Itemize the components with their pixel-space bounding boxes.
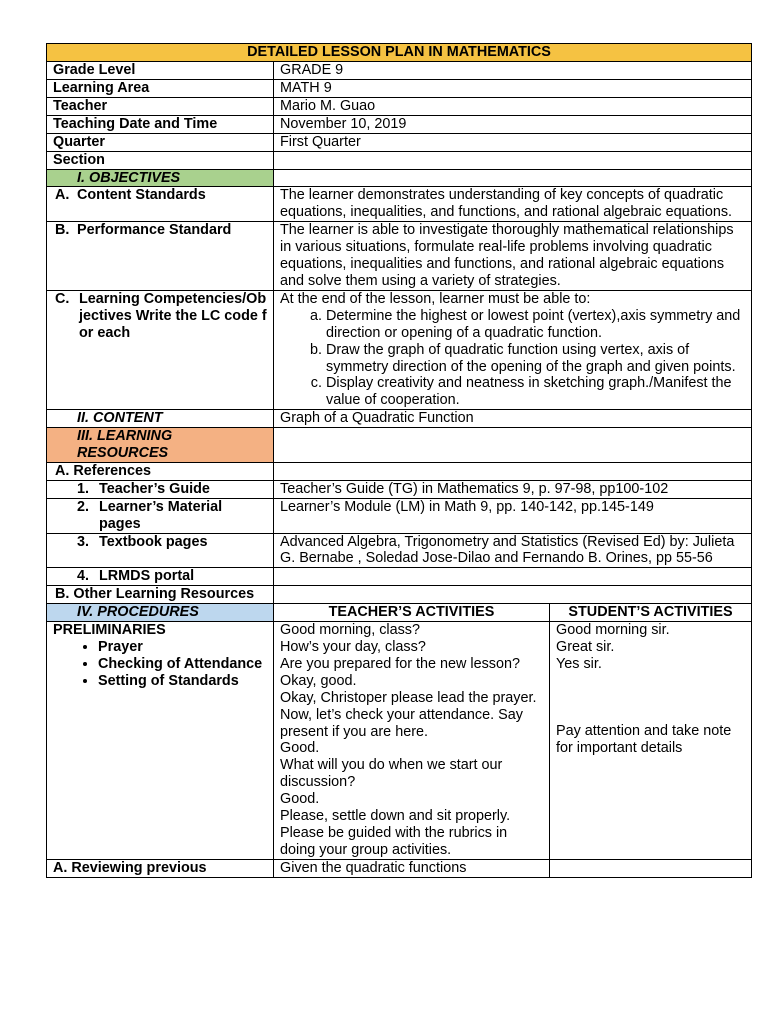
resource-row-textbook [47,533,752,568]
info-label: Grade Level [47,62,274,80]
content-heading: II. CONTENT [47,410,274,428]
teacher-activities-header: TEACHER’S ACTIVITIES [274,604,550,622]
reviewing-label: A. Reviewing previous [47,859,274,877]
info-value: GRADE 9 [274,62,752,80]
preliminaries-label: PRELIMINARIES [53,622,166,639]
student-activities-header: STUDENT’S ACTIVITIES [550,604,752,622]
info-label: Teaching Date and Time [47,115,274,133]
document-title: DETAILED LESSON PLAN IN MATHEMATICS [47,44,752,62]
info-row-teaching-date [47,115,752,133]
student-line: Good morning sir. [556,622,670,639]
student-line: Pay attention and take note for important details [556,722,732,756]
performance-standard-text: The learner is able to investigate thoroughly mathematical relationships in various situations, formulate real-life problems involving quadratic equations, inequalities and functions, and rational algebraic equations and solve them using a variety of strategies. [274,222,752,291]
preliminary-item: • Setting of Standards [98,673,267,690]
competencies-label: Learning Competencies/Objectives Write the LC code for each [79,290,267,341]
content-value: Graph of a Quadratic Function [274,410,752,428]
resource-label: Teacher’s Guide [99,480,210,497]
info-row-grade-level [47,62,752,80]
resource-value: Learner’s Module (LM) in Math 9, pp. 140-142, pp.145-149 [274,498,752,533]
procedures-heading: IV. PROCEDURES [47,604,274,622]
competency-item: c. Display creativity and neatness in sketching graph./Manifest the value of cooperation. [326,375,745,409]
resource-label: Learner’s Material pages [99,498,223,532]
resource-row-lrmds [47,568,752,586]
content-row [47,410,752,428]
references-row [47,462,752,480]
competencies-row [47,290,752,409]
item-marker: C. [55,290,70,307]
other-resources-label: B. Other Learning Resources [55,586,255,603]
teacher-line: How’s your day, class? [280,639,426,655]
info-row-quarter [47,133,752,151]
competencies-intro: At the end of the lesson, learner must be able to: [280,290,591,307]
info-label: Teacher [47,97,274,115]
info-value [274,151,752,169]
teacher-line: Okay, Christoper please lead the prayer. [280,689,537,706]
references-label: A. References [47,462,274,480]
info-row-teacher [47,97,752,115]
resource-label: LRMDS portal [99,568,195,585]
other-resources-row [47,586,752,604]
teacher-line: Good. [280,791,320,808]
competency-item: b. Draw the graph of quadratic function using vertex, axis of symmetry direction of the opening of the graph and given points. [326,342,745,376]
objectives-heading: I. OBJECTIVES [47,169,274,187]
learning-resources-heading-row [47,428,752,463]
info-value: MATH 9 [274,79,752,97]
info-value: Mario M. Guao [274,97,752,115]
teacher-line: Okay, good. [280,672,357,689]
info-label: Learning Area [47,79,274,97]
student-line: Great sir. [556,639,615,655]
info-value: November 10, 2019 [274,115,752,133]
item-number: 1. [77,480,90,497]
info-label: Quarter [47,133,274,151]
item-marker: A. [55,187,70,204]
teacher-line: Please be guided with the rubrics in doing your group activities. [280,824,508,858]
teacher-activities-cell [274,622,550,860]
procedures-header-row [47,604,752,622]
objectives-heading-row [47,169,752,187]
content-standards-row [47,187,752,222]
teacher-line: What will you do when we start our discussion? [280,757,503,791]
resource-value: Advanced Algebra, Trigonometry and Statistics (Revised Ed) by: Julieta G. Bernabe , Soledad Jose-Dilao and Fernando B. Orines, pp 55-56 [274,533,752,568]
resource-value: Teacher’s Guide (TG) in Mathematics 9, p. 97-98, pp100-102 [274,480,752,498]
teacher-line: Now, let’s check your attendance. Say present if you are here. [280,706,523,740]
item-number: 4. [77,568,90,585]
info-row-section [47,151,752,169]
item-number: 3. [77,533,90,550]
teacher-line: Are you prepared for the new lesson? [280,655,520,672]
teacher-line: Please, settle down and sit properly. [280,808,511,825]
resource-row-learners-material [47,498,752,533]
info-label: Section [47,151,274,169]
competency-item: a. Determine the highest or lowest point (vertex),axis symmetry and direction or opening of a quadratic function. [326,308,745,342]
preliminaries-list [53,639,267,690]
student-activities-cell [550,622,752,860]
resource-label: Textbook pages [99,533,208,550]
info-value: First Quarter [274,133,752,151]
item-number: 2. [77,498,90,515]
info-row-learning-area [47,79,752,97]
teacher-line: Good. [280,740,320,757]
item-marker: B. [55,222,70,239]
competencies-list [280,308,745,409]
preliminary-item: • Checking of Attendance [98,656,267,673]
teacher-line: Good morning, class? [280,622,420,639]
reviewing-value: Given the quadratic functions [274,859,550,877]
performance-standard-label: Performance Standard [77,222,232,239]
preliminary-item: • Prayer [98,639,267,656]
reviewing-row [47,859,752,877]
resource-row-teachers-guide [47,480,752,498]
preliminaries-row [47,622,752,860]
performance-standard-row [47,222,752,291]
lesson-plan-table [46,43,752,878]
student-line: Yes sir. [556,655,602,672]
content-standards-text: The learner demonstrates understanding of key concepts of quadratic equations, inequalities, and functions, and rational algebraic equations. [274,187,752,222]
content-standards-label: Content Standards [77,187,206,204]
learning-resources-heading: III. LEARNING RESOURCES [47,428,274,463]
resource-value [274,568,752,586]
